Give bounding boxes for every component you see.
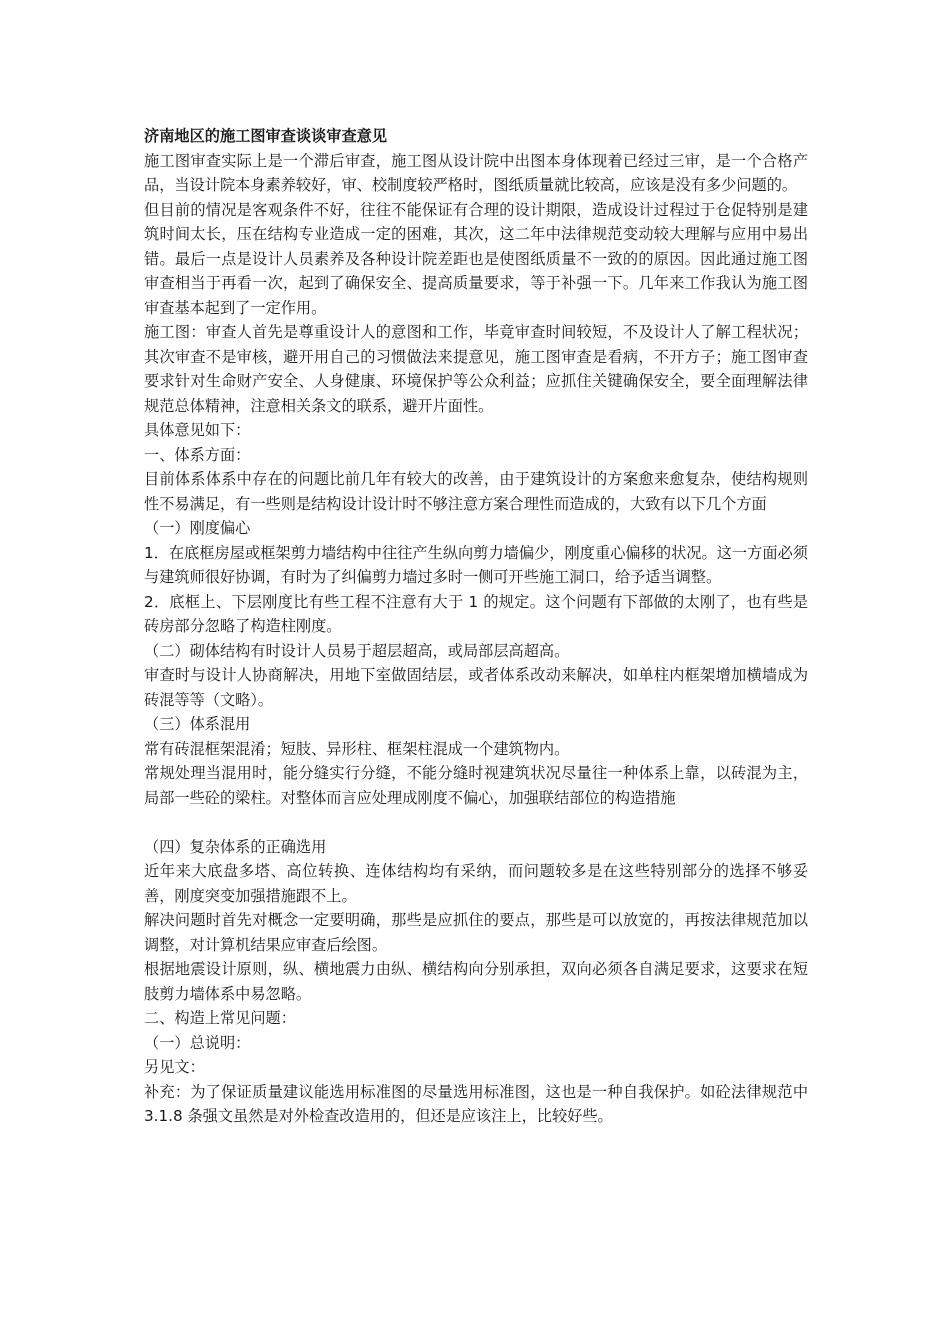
blank-line (144, 810, 808, 835)
subheading-complex-system: （四）复杂体系的正确选用 (144, 837, 327, 856)
paragraph-review-principles: 施工图：审查人首先是尊重设计人的意图和工作，毕竟审查时间较短，不及设计人了解工程状况；其次审查不是审核，避开用自己的习惯做法来提意见，施工图审查是看病，不开方子；施工图审查要求针对生命财产安全、人身健康、环境保护等公众利益；应抓住关键确保安全，要全面理解法律规范总体精神，注意相关条文的联系，避开片面性。 (144, 323, 808, 415)
list-item-2: 2．底框上、下层刚度比有些工程不注意有大于 1 的规定。这个问题有下部做的太刚了，也有些是砖房部分忽略了构造柱刚度。 (144, 592, 808, 635)
document-body (144, 124, 808, 1129)
paragraph-complex-system: 近年来大底盘多塔、高位转换、连体结构均有采纳，而问题较多是在这些特别部分的选择不够妥善，刚度突变加强措施跟不上。 (144, 862, 808, 905)
paragraph-mixed-system-handling: 常规处理当混用时，能分缝实行分缝，不能分缝时视建筑状况尽量往一种体系上靠，以砖混为主，局部一些砼的梁柱。对整体而言应处理成刚度不偏心，加强联结部位的构造措施 (144, 764, 808, 807)
list-item-1: 1．在底框房屋或框架剪力墙结构中往往产生纵向剪力墙偏少，刚度重心偏移的状况。这一方面必须与建筑师很好协调，有时为了纠偏剪力墙过多时一侧可开些施工洞口，给予适当调整。 (144, 543, 808, 586)
paragraph-conditions: 但目前的情况是客观条件不好，往往不能保证有合理的设计期限，造成设计过程过于仓促特别是建筑时间太长，压在结构专业造成一定的困难，其次，这二年中法律规范变动较大理解与应用中易出错。最后一点是设计人员素养及各种设计院差距也是使图纸质量不一致的的原因。因此通过施工图审查相当于再看一次，起到了确保安全、提高质量要求，等于补强一下。几年来工作我认为施工图审查基本起到了一定作用。 (144, 200, 808, 317)
paragraph-problem-solving: 解决问题时首先对概念一定要明确，那些是应抓住的要点，那些是可以放宽的，再按法律规范加以调整，对计算机结果应审查后绘图。 (144, 911, 808, 954)
subheading-mixed-system: （三）体系混用 (144, 715, 251, 733)
paragraph-system-overview: 目前体系体系中存在的问题比前几年有较大的改善，由于建筑设计的方案愈来愈复杂，使结构规则性不易满足，有一些则是结构设计设计时不够注意方案合理性而造成的，大致有以下几个方面 (144, 470, 808, 513)
paragraph-mixed-system: 常有砖混框架混淆；短肢、异形柱、框架柱混成一个建筑物内。 (144, 739, 570, 758)
paragraph-intro: 施工图审查实际上是一个滞后审查，施工图从设计院中出图本身体现着已经过三审，是一个合格产品，当设计院本身素养较好，审、校制度较严格时，图纸质量就比较高，应该是没有多少问题的。 (144, 151, 808, 194)
paragraph-seismic-principle: 根据地震设计原则，纵、横地震力由纵、横结构向分别承担，双向必须各自满足要求，这要求在短肢剪力墙体系中易忽略。 (144, 960, 808, 1003)
subheading-masonry: （二）砌体结构有时设计人员易于超层超高，或局部层高超高。 (144, 641, 570, 660)
document-title: 济南地区的施工图审查谈谈审查意见 (144, 127, 387, 145)
paragraph-masonry-solution: 审查时与设计人协商解决，用地下室做固结层，或者体系改动来解决，如单柱内框架增加横墙成为砖混等等（文略）。 (144, 666, 808, 709)
section-heading-construction: 二、构造上常见问题： (144, 1009, 296, 1027)
section-heading-system: 一、体系方面： (144, 445, 251, 464)
paragraph-see-other: 另见文： (144, 1058, 205, 1076)
subheading-general-notes: （一）总说明： (144, 1033, 251, 1052)
paragraph-supplement: 补充：为了保证质量建议能选用标准图的尽量选用标准图，这也是一种自我保护。如砼法律规范中 3.1.8 条强文虽然是对外检查改造用的，但还是应该注上，比较好些。 (144, 1082, 808, 1125)
subheading-stiffness-eccentricity: （一）刚度偏心 (144, 519, 251, 537)
paragraph-opinions-heading: 具体意见如下： (144, 421, 251, 439)
